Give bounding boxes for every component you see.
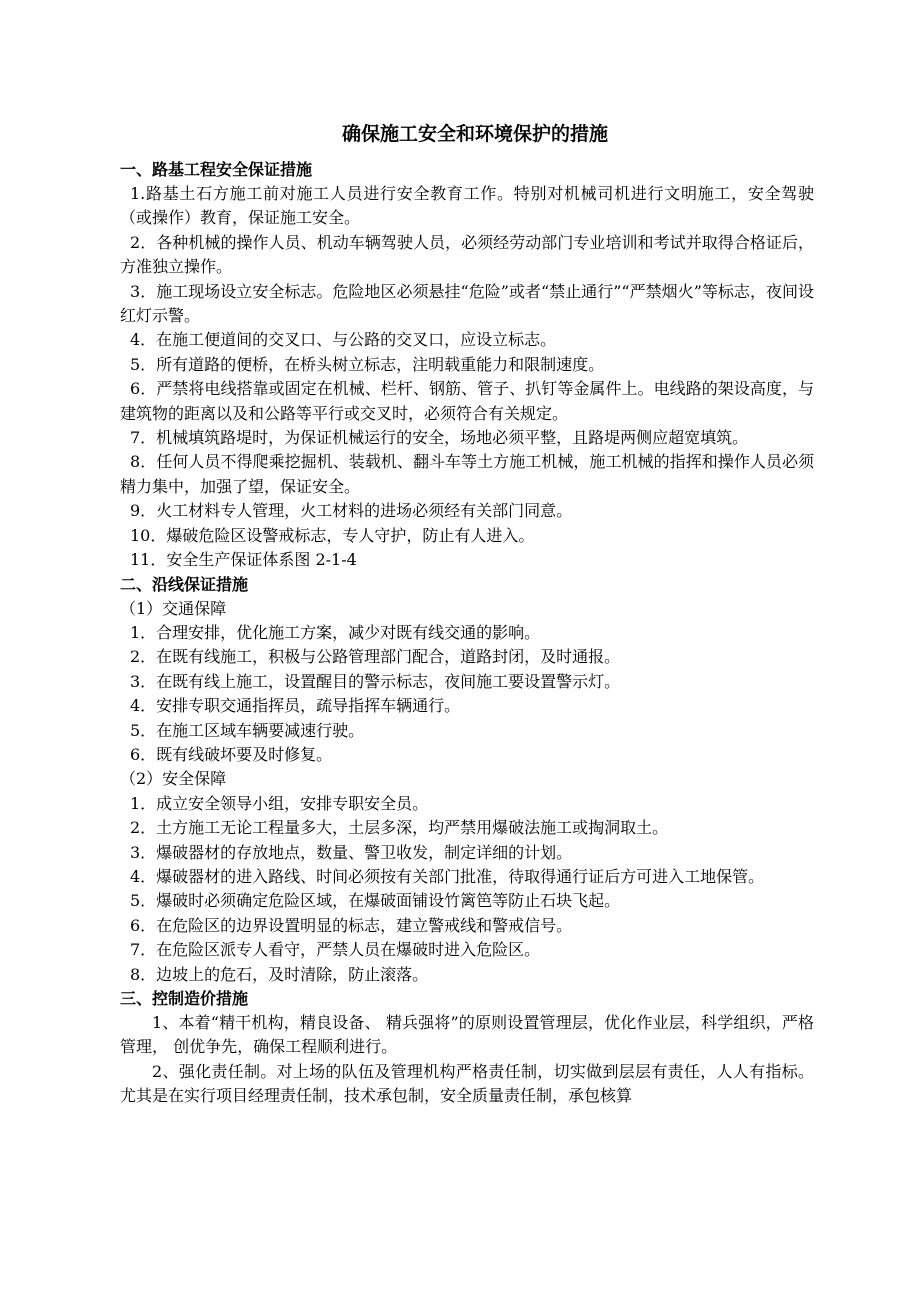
paragraph: 7．机械填筑路堤时，为保证机械运行的安全，场地必须平整，且路堤两侧应超宽填筑。 — [130, 428, 749, 448]
paragraph: 3．爆破器材的存放地点，数量、警卫收发，制定详细的计划。 — [130, 842, 573, 862]
paragraph: 2．土方施工无论工程量多大，土层多深，均严禁用爆破法施工或掏洞取土。 — [130, 818, 669, 838]
section-heading-2: 二、沿线保证措施 — [120, 574, 249, 594]
paragraph: 2．在既有线施工，积极与公路管理部门配合，道路封闭，及时通报。 — [130, 647, 621, 667]
paragraph: 2．各种机械的操作人员、机动车辆驾驶人员，必须经劳动部门专业培训和考试并取得合格证后，方准独立操作。 — [120, 232, 814, 277]
paragraph: 11．安全生产保证体系图 2-1-4 — [130, 550, 357, 570]
paragraph: 5．所有道路的便桥，在桥头树立标志，注明载重能力和限制速度。 — [130, 354, 605, 374]
paragraph: 6．既有线破坏要及时修复。 — [130, 744, 333, 764]
paragraph: 5．爆破时必须确定危险区域，在爆破面铺设竹篱笆等防止石块飞起。 — [130, 891, 621, 911]
paragraph: 6．在危险区的边界设置明显的标志，建立警戒线和警戒信号。 — [130, 915, 573, 935]
section-heading-1: 一、路基工程安全保证措施 — [120, 160, 313, 179]
document-body — [120, 158, 814, 1109]
subsection-label: （1）交通保障 — [120, 598, 227, 618]
paragraph: 8．边坡上的危石，及时清除，防止滚落。 — [130, 964, 429, 984]
paragraph: 8．任何人员不得爬乘挖掘机、装载机、翻斗车等土方施工机械，施工机械的指挥和操作人员必须精力集中，加强了望，保证安全。 — [120, 452, 814, 496]
paragraph: 1、本着“精干机构，精良设备、 精兵强将”的原则设置管理层，优化作业层，科学组织，严格管理， 创优争先，确保工程顺利进行。 — [120, 1013, 814, 1057]
paragraph: 3．施工现场设立安全标志。危险地区必须悬挂“危险”或者“禁止通行”“严禁烟火”等标志，夜间设红灯示警。 — [120, 281, 814, 326]
paragraph: 4．爆破器材的进入路线、时间必须按有关部门批准，待取得通行证后方可进入工地保管。 — [130, 866, 765, 886]
paragraph: 1．成立安全领导小组，安排专职安全员。 — [130, 793, 429, 813]
paragraph: 3．在既有线上施工，设置醒目的警示标志，夜间施工要设置警示灯。 — [130, 671, 621, 691]
paragraph: 6．严禁将电线搭靠或固定在机械、栏杆、钢筋、管子、扒钉等金属件上。电线路的架设高度，与建筑物的距离以及和公路等平行或交叉时，必须符合有关规定。 — [120, 379, 814, 423]
paragraph: 7．在危险区派专人看守，严禁人员在爆破时进入危险区。 — [130, 940, 541, 960]
document-title: 确保施工安全和环境保护的措施 — [341, 123, 608, 145]
section-heading-3: 三、控制造价措施 — [120, 989, 249, 1008]
paragraph: 10．爆破危险区设警戒标志，专人守护，防止有人进入。 — [130, 525, 535, 545]
paragraph: 9．火工材料专人管理，火工材料的进场必须经有关部门同意。 — [130, 501, 573, 521]
paragraph: 4．安排专职交通指挥员，疏导指挥车辆通行。 — [130, 696, 461, 716]
paragraph: 2、强化责任制。对上场的队伍及管理机构严格责任制，切实做到层层有责任，人人有指标。尤其是在实行项目经理责任制，技术承包制，安全质量责任制，承包核算 — [120, 1061, 814, 1106]
paragraph: 1.路基土石方施工前对施工人员进行安全教育工作。特别对机械司机进行文明施工，安全驾驶（或操作）教育，保证施工安全。 — [120, 184, 814, 228]
paragraph: 4．在施工便道间的交叉口、与公路的交叉口，应设立标志。 — [130, 330, 557, 350]
paragraph: 5．在施工区域车辆要减速行驶。 — [130, 720, 365, 740]
paragraph: 1．合理安排，优化施工方案，减少对既有线交通的影响。 — [130, 622, 541, 642]
subsection-label: （2）安全保障 — [120, 769, 227, 789]
